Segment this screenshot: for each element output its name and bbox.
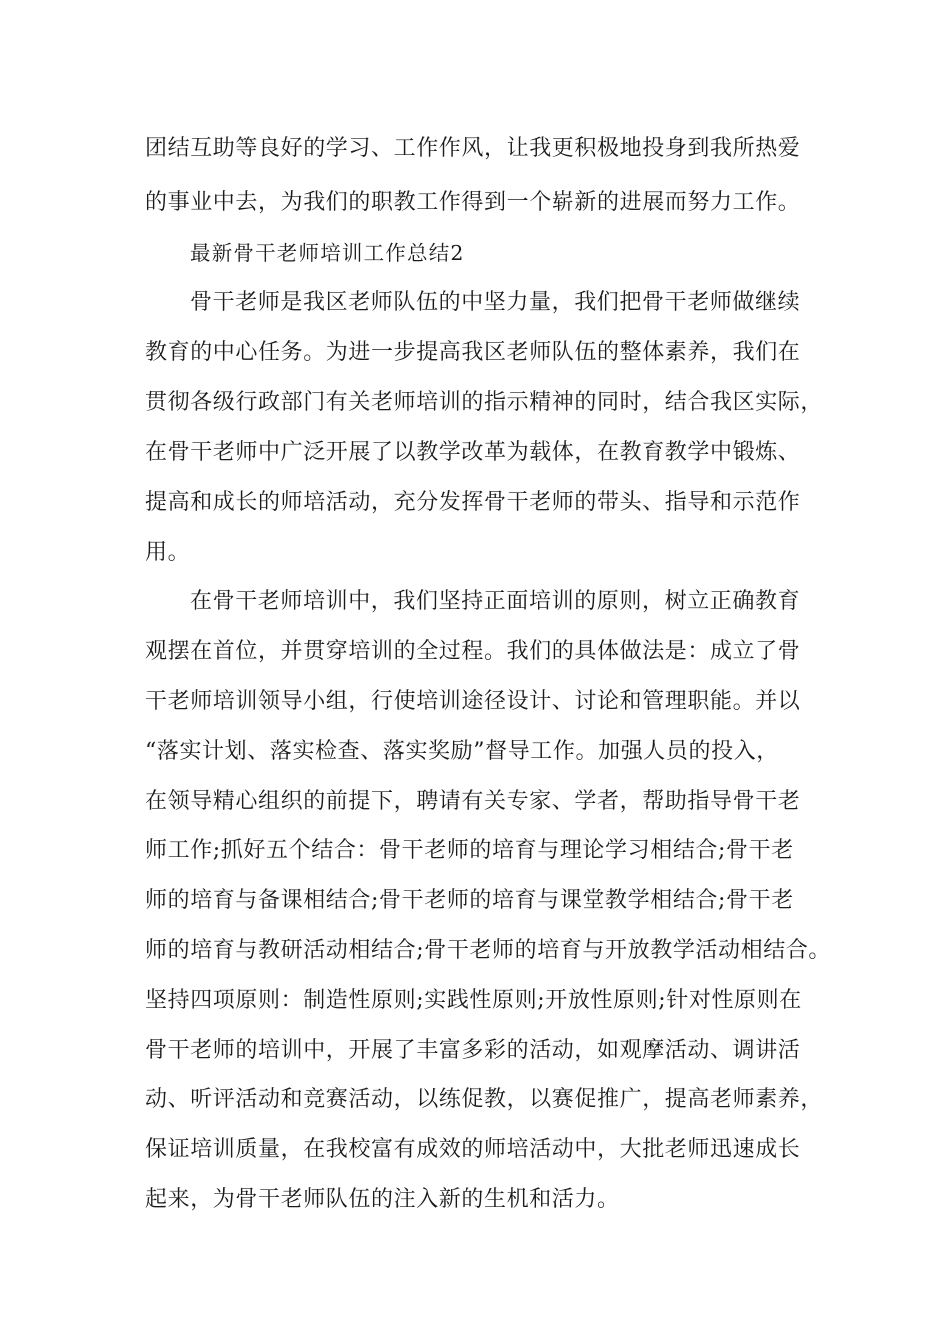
text-line: 在骨干老师中广泛开展了以教学改革为载体，在教育教学中锻炼、 <box>145 440 801 465</box>
text-line: 保证培训质量，在我校富有成效的师培活动中，大批老师迅速成长 <box>145 1137 801 1162</box>
text-line: 动、听评活动和竞赛活动，以练促教，以赛促推广，提高老师素养， <box>145 1087 824 1112</box>
text-line: 的事业中去，为我们的职教工作得到一个崭新的进展而努力工作。 <box>145 190 801 215</box>
text-line: 师的培育与备课相结合;骨干老师的培育与课堂教学相结合;骨干老 <box>145 888 794 913</box>
text-line: 骨干老师的培训中，开展了丰富多彩的活动，如观摩活动、调讲活 <box>145 1038 801 1063</box>
text-line: 骨干老师是我区老师队伍的中坚力量，我们把骨干老师做继续 <box>190 290 801 315</box>
text-line: 起来，为骨干老师队伍的注入新的生机和活力。 <box>145 1187 620 1212</box>
text-line: 师的培育与教研活动相结合;骨干老师的培育与开放教学活动相结合。 <box>145 938 832 963</box>
text-line: 师工作;抓好五个结合：骨干老师的培育与理论学习相结合;骨干老 <box>145 838 794 863</box>
text-line: 坚持四项原则：制造性原则;实践性原则;开放性原则;针对性原则在 <box>145 988 802 1013</box>
section-heading: 最新骨干老师培训工作总结2 <box>190 241 465 265</box>
text-line: 提高和成长的师培活动，充分发挥骨干老师的带头、指导和示范作 <box>145 490 801 515</box>
text-line: 在骨干老师培训中，我们坚持正面培训的原则，树立正确教育 <box>190 589 801 614</box>
text-line: 干老师培训领导小组，行使培训途径设计、讨论和管理职能。并以 <box>145 689 801 714</box>
text-line: “落实计划、落实检查、落实奖励”督导工作。加强人员的投入， <box>145 739 779 764</box>
text-line: 贯彻各级行政部门有关老师培训的指示精神的同时，结合我区实际， <box>145 390 824 415</box>
text-line: 团结互助等良好的学习、工作作风，让我更积极地投身到我所热爱 <box>145 136 801 161</box>
text-line: 观摆在首位，并贯穿培训的全过程。我们的具体做法是：成立了骨 <box>145 639 801 664</box>
text-line: 用。 <box>145 540 191 565</box>
text-line: 教育的中心任务。为进一步提高我区老师队伍的整体素养，我们在 <box>145 340 801 365</box>
text-line: 在领导精心组织的前提下，聘请有关专家、学者，帮助指导骨干老 <box>145 789 801 814</box>
